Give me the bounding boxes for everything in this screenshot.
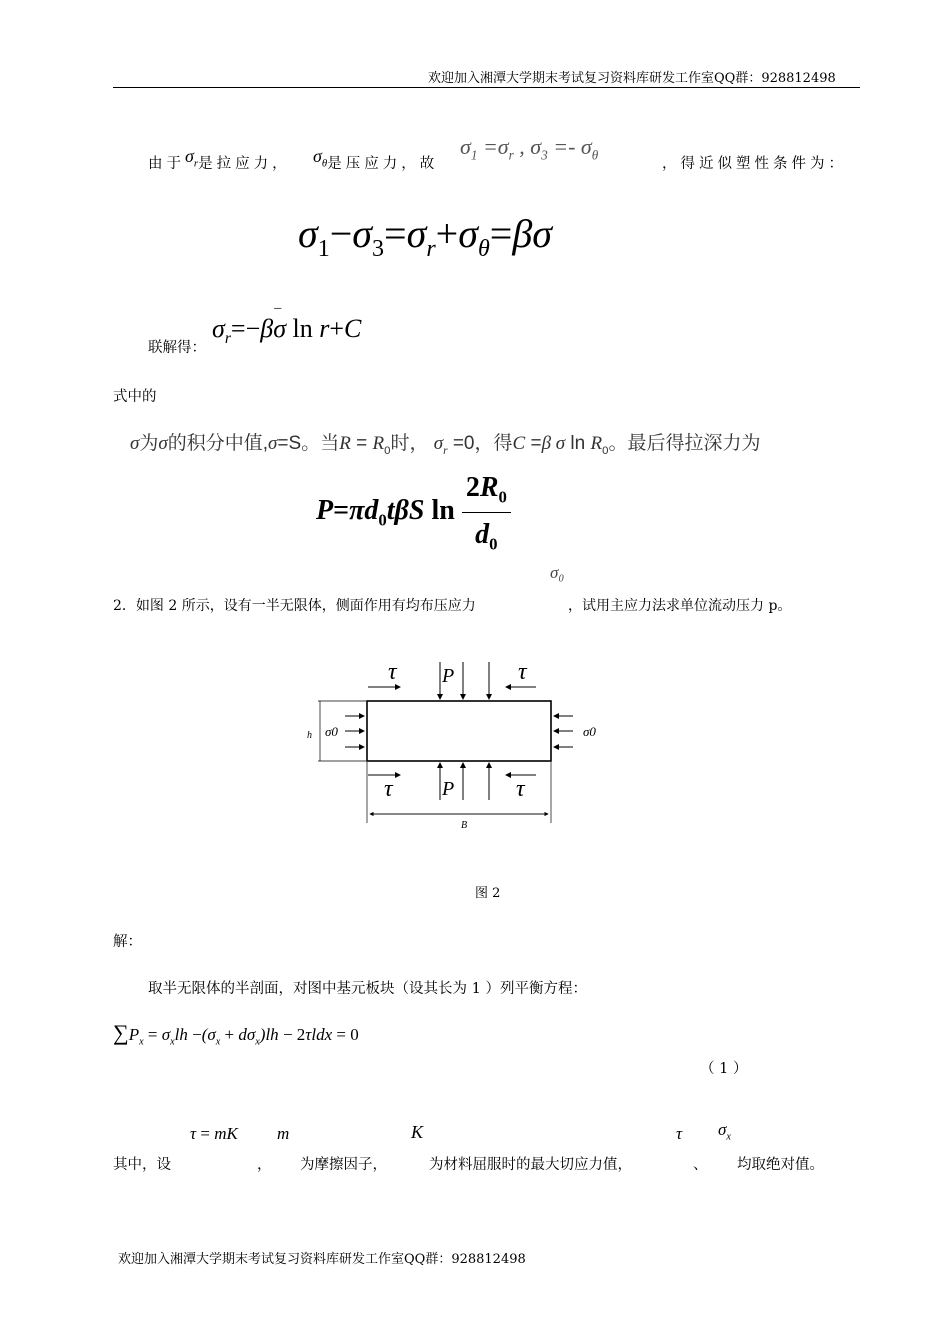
equilibrium-equation: $\sum P_x = \sigma_xlh -(\sigma_x + d\sigma_x)lh - 2\tau ldx = 0$ bbox=[113, 1020, 359, 1048]
plate-block bbox=[367, 701, 551, 761]
para1-t3: 是压应力，故 bbox=[327, 156, 439, 172]
sigma-theta-symbol: $\sigma_\theta$ bbox=[313, 146, 328, 170]
final-t2: ， bbox=[257, 1157, 272, 1173]
para1-t2: 是拉应力， bbox=[198, 156, 291, 172]
header-rule bbox=[113, 87, 860, 88]
para2-c: 。当 bbox=[301, 433, 340, 454]
sigma0-right: σ0 bbox=[583, 724, 596, 739]
para2-a: 为 bbox=[139, 433, 159, 454]
sigma0-left: σ0 bbox=[325, 724, 338, 739]
para1-part1 bbox=[148, 146, 291, 176]
sigma0-label: σ₀ bbox=[550, 563, 565, 582]
solution-intro: 取半无限体的半剖面，对图中基元板块（设其长为 1 ）列平衡方程： bbox=[148, 981, 587, 997]
tau-bottom-left: τ bbox=[384, 776, 393, 802]
final-t4: 为材料屈服时的最大切应力值， bbox=[429, 1157, 632, 1173]
final-t6: 均取绝对值。 bbox=[737, 1157, 824, 1173]
m-symbol: m bbox=[277, 1124, 290, 1143]
tau-symbol: τ bbox=[676, 1124, 683, 1143]
sigma-x-symbol: $\sigma_x$ bbox=[718, 1120, 731, 1143]
sigma-r-solution: $\sigma_r=-\beta$ _ σ ln r+C bbox=[212, 296, 362, 348]
final-t3: 为摩擦因子， bbox=[300, 1157, 387, 1173]
solution-label: 解： bbox=[113, 934, 142, 950]
principal-stress-relation: $\sigma_1 =\sigma_r$ , $\sigma_3 =- \sigma_\theta$ bbox=[460, 134, 599, 163]
plasticity-equation: $\sigma_1-\sigma_3=\sigma_r+\sigma_\theta=\beta\sigma$ bbox=[298, 211, 552, 262]
tau-bottom-right: τ bbox=[516, 776, 525, 802]
sigma-r-symbol: $\sigma_r$ bbox=[185, 146, 199, 170]
equation-number: （ 1 ） bbox=[700, 1061, 748, 1077]
tau-top-left: τ bbox=[388, 659, 397, 685]
final-t5: 、 bbox=[693, 1157, 708, 1173]
para2-b: 的积分中值, bbox=[167, 433, 269, 454]
figure-caption: 图 2 bbox=[475, 886, 501, 901]
b-label: B bbox=[461, 820, 468, 831]
para1-t1: 由于 bbox=[148, 156, 185, 172]
tau-top-right: τ bbox=[518, 659, 527, 685]
para1-part2 bbox=[313, 146, 439, 176]
mean-value-paragraph: σ为σ的积分中值,σ=S。当$R = R_0$时， $\sigma_r =0$，得C =β σ $\ln R_0$。最后得拉深力为 bbox=[130, 433, 761, 457]
para2-f: 。最后得拉深力为 bbox=[608, 433, 761, 454]
h-label: h bbox=[307, 730, 312, 741]
final-t1: 其中，设 bbox=[113, 1157, 171, 1173]
where-label: 式中的 bbox=[113, 389, 157, 405]
para2-e: =0，得 bbox=[452, 433, 513, 454]
para1-t4: ，得近似塑性条件为： bbox=[662, 156, 847, 172]
page-footer: 欢迎加入湘潭大学期末考试复习资料库研发工作室QQ群：928812498 bbox=[118, 1252, 526, 1267]
drawing-force-equation: $P=\pi d_0t\beta S$ ln $\frac{2R_0}{d_0}$ bbox=[316, 472, 511, 554]
page-header: 欢迎加入湘潭大学期末考试复习资料库研发工作室QQ群：928812498 bbox=[428, 71, 836, 86]
k-symbol: K bbox=[411, 1122, 424, 1142]
tau-mk-formula: τ = mK bbox=[190, 1124, 238, 1143]
problem2-text-a: 2．如图 2 所示，设有一半无限体，侧面作用有均布压应力 bbox=[113, 598, 476, 614]
figure-2-diagram bbox=[300, 650, 620, 835]
p-top: P bbox=[442, 665, 455, 687]
para2-d: 时， bbox=[390, 433, 429, 454]
solve-label: 联解得： bbox=[148, 340, 206, 356]
p-bottom: P bbox=[442, 778, 455, 800]
problem2-text-b: ，试用主应力法求单位流动压力 p。 bbox=[568, 598, 792, 614]
